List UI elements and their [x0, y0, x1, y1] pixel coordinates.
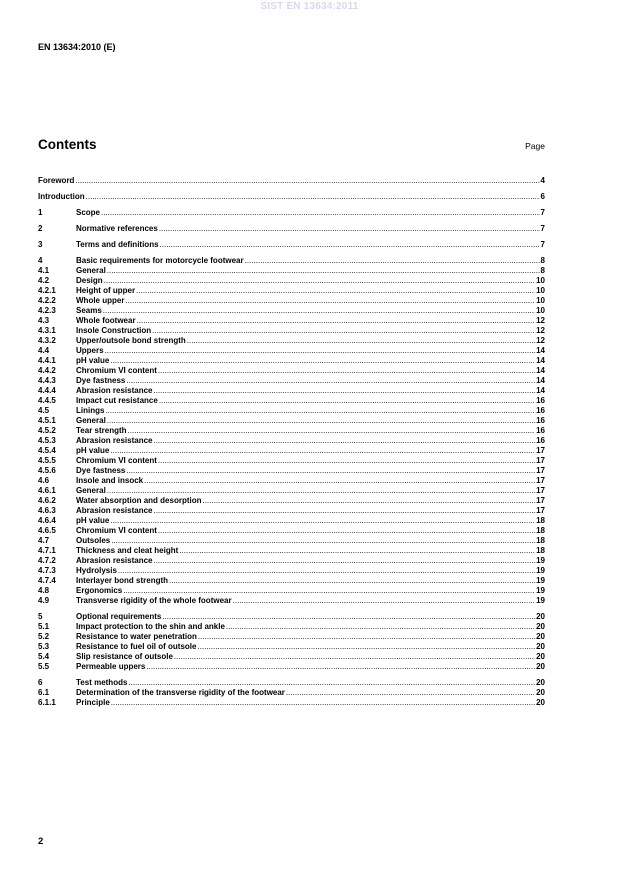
toc-entry-title: pH value [76, 446, 110, 455]
toc-entry[interactable] [38, 406, 545, 416]
toc-entry-page: 17 [536, 506, 545, 515]
toc-leader-dots [153, 506, 535, 516]
toc-entry-page: 4 [540, 176, 545, 185]
toc-entry-page: 12 [536, 316, 545, 325]
toc-entry-number: 2 [38, 224, 43, 233]
toc-entry-page: 8 [540, 266, 545, 275]
toc-leader-dots [153, 556, 535, 566]
toc-leader-dots [159, 396, 535, 406]
toc-entry-page: 19 [536, 576, 545, 585]
toc-entry-page: 10 [536, 276, 545, 285]
toc-entry[interactable] [38, 346, 545, 356]
toc-entry-page: 12 [536, 336, 545, 345]
toc-entry-title: Abrasion resistance [76, 386, 153, 395]
toc-entry-title: Determination of the transverse rigidity of the footwear [76, 688, 285, 697]
toc-leader-dots [86, 192, 540, 202]
toc-entry-page: 20 [536, 612, 545, 621]
toc-entry-page: 20 [536, 632, 545, 641]
toc-entry-number: 4.9 [38, 596, 50, 605]
toc-leader-dots [111, 536, 535, 546]
table-of-contents [38, 176, 545, 708]
toc-entry[interactable] [38, 356, 545, 366]
toc-leader-dots [110, 446, 535, 456]
toc-entry-title: Chromium VI content [76, 526, 157, 535]
toc-entry-title: Abrasion resistance [76, 556, 153, 565]
toc-leader-dots [123, 586, 535, 596]
toc-entry-title: Terms and definitions [76, 240, 159, 249]
toc-entry-number: 3 [38, 240, 43, 249]
toc-entry-number: 4.4.3 [38, 376, 56, 385]
toc-entry[interactable] [38, 336, 545, 346]
toc-entry-page: 7 [540, 240, 545, 249]
toc-entry[interactable] [38, 516, 545, 526]
toc-entry-title: Abrasion resistance [76, 436, 153, 445]
toc-entry[interactable] [38, 652, 545, 662]
toc-entry-number: 4.6.1 [38, 486, 56, 495]
toc-leader-dots [110, 356, 535, 366]
toc-leader-dots [286, 688, 535, 698]
toc-entry-number: 4.4.4 [38, 386, 56, 395]
toc-entry-page: 20 [536, 642, 545, 651]
toc-entry-number: 4.5.1 [38, 416, 56, 425]
toc-entry-number: 5 [38, 612, 43, 621]
toc-entry-title: Impact protection to the shin and ankle [76, 622, 225, 631]
toc-entry-number: 4.5 [38, 406, 50, 415]
toc-entry[interactable] [38, 566, 545, 576]
toc-entry-title: Water absorption and desorption [76, 496, 202, 505]
toc-entry[interactable] [38, 176, 545, 186]
toc-entry[interactable] [38, 678, 545, 688]
toc-entry-title: Normative references [76, 224, 158, 233]
toc-leader-dots [126, 466, 535, 476]
toc-entry-page: 12 [536, 326, 545, 335]
toc-entry[interactable] [38, 326, 545, 336]
toc-leader-dots [105, 406, 535, 416]
toc-entry-page: 17 [536, 456, 545, 465]
toc-leader-dots [75, 176, 539, 186]
toc-entry-title: Whole footwear [76, 316, 136, 325]
toc-entry[interactable] [38, 596, 545, 606]
toc-entry-number: 4.3.2 [38, 336, 56, 345]
toc-leader-dots [101, 208, 540, 218]
toc-entry-number: 6.1 [38, 688, 50, 697]
toc-entry-title: Uppers [76, 346, 104, 355]
toc-entry-number: 4.3 [38, 316, 50, 325]
toc-entry-number: 4.2.3 [38, 306, 56, 315]
toc-entry-title: Design [76, 276, 103, 285]
toc-entry-number: 4.2 [38, 276, 50, 285]
toc-entry[interactable] [38, 632, 545, 642]
toc-entry[interactable] [38, 506, 545, 516]
toc-entry-page: 20 [536, 698, 545, 707]
toc-entry-page: 20 [536, 688, 545, 697]
contents-title: Contents [38, 137, 97, 152]
toc-entry-title: Ergonomics [76, 586, 123, 595]
toc-entry-title: Optional requirements [76, 612, 162, 621]
toc-entry[interactable] [38, 306, 545, 316]
toc-entry-number: 4.6 [38, 476, 50, 485]
toc-entry-number: 4.7 [38, 536, 50, 545]
toc-entry-title: General [76, 416, 106, 425]
toc-entry-page: 16 [536, 406, 545, 415]
toc-entry-title: Basic requirements for motorcycle footwear [76, 256, 244, 265]
toc-entry-title: Abrasion resistance [76, 506, 153, 515]
toc-entry-title: pH value [76, 356, 110, 365]
toc-entry[interactable] [38, 366, 545, 376]
toc-entry-title: Permeable uppers [76, 662, 146, 671]
toc-entry[interactable] [38, 240, 545, 250]
toc-leader-dots [169, 576, 535, 586]
toc-entry-number: 5.5 [38, 662, 50, 671]
page-number: 2 [38, 836, 44, 847]
toc-leader-dots [187, 336, 535, 346]
toc-entry-number: 4.2.1 [38, 286, 56, 295]
toc-entry[interactable] [38, 612, 545, 622]
toc-entry[interactable] [38, 496, 545, 506]
toc-entry[interactable] [38, 316, 545, 326]
toc-entry[interactable] [38, 256, 545, 266]
toc-entry[interactable] [38, 266, 545, 276]
toc-leader-dots [202, 496, 535, 506]
toc-entry-number: 4.2.2 [38, 296, 56, 305]
toc-entry-page: 18 [536, 526, 545, 535]
toc-entry-number: 6.1.1 [38, 698, 56, 707]
toc-entry-page: 18 [536, 516, 545, 525]
toc-leader-dots [111, 698, 535, 708]
toc-entry-title: Chromium VI content [76, 366, 157, 375]
toc-entry[interactable] [38, 688, 545, 698]
toc-leader-dots [233, 596, 536, 606]
toc-entry[interactable] [38, 526, 545, 536]
toc-leader-dots [126, 376, 535, 386]
toc-entry-page: 10 [536, 286, 545, 295]
toc-entry[interactable] [38, 546, 545, 556]
toc-entry-number: 5.1 [38, 622, 50, 631]
toc-entry[interactable] [38, 286, 545, 296]
toc-leader-dots [226, 622, 535, 632]
toc-entry[interactable] [38, 486, 545, 496]
toc-entry[interactable] [38, 276, 545, 286]
toc-entry-page: 20 [536, 678, 545, 687]
toc-leader-dots [160, 240, 540, 250]
toc-entry-page: 19 [536, 596, 545, 605]
toc-entry-title: Tear strength [76, 426, 127, 435]
toc-entry[interactable] [38, 446, 545, 456]
toc-entry-title: Outsoles [76, 536, 111, 545]
toc-entry-title: General [76, 266, 106, 275]
toc-entry-page: 17 [536, 496, 545, 505]
toc-entry[interactable] [38, 476, 545, 486]
toc-entry-title: Height of upper [76, 286, 136, 295]
toc-entry-page: 7 [540, 208, 545, 217]
toc-entry[interactable] [38, 642, 545, 652]
toc-entry-title: Dye fastness [76, 376, 126, 385]
watermark: SIST EN 13634:2011 [260, 1, 359, 12]
toc-leader-dots [128, 426, 536, 436]
toc-leader-dots [153, 436, 535, 446]
toc-entry-title: pH value [76, 516, 110, 525]
toc-entry-title: Upper/outsole bond strength [76, 336, 186, 345]
toc-entry-number: 4.6.2 [38, 496, 56, 505]
toc-entry[interactable] [38, 622, 545, 632]
toc-entry-page: 7 [540, 224, 545, 233]
toc-entry-number: 4.7.2 [38, 556, 56, 565]
toc-entry-title: General [76, 486, 106, 495]
toc-entry-page: 14 [536, 356, 545, 365]
toc-entry[interactable] [38, 426, 545, 436]
toc-entry[interactable] [38, 396, 545, 406]
toc-entry-title: Chromium VI content [76, 456, 157, 465]
toc-entry-page: 10 [536, 296, 545, 305]
toc-entry-page: 19 [536, 566, 545, 575]
toc-leader-dots [118, 566, 535, 576]
toc-entry-title: Principle [76, 698, 110, 707]
toc-leader-dots [198, 632, 535, 642]
toc-leader-dots [110, 516, 535, 526]
toc-leader-dots [105, 346, 536, 356]
toc-entry[interactable] [38, 662, 545, 672]
toc-entry[interactable] [38, 436, 545, 446]
toc-entry-title: Dye fastness [76, 466, 126, 475]
toc-entry-page: 17 [536, 446, 545, 455]
toc-entry-number: 4.4.2 [38, 366, 56, 375]
toc-entry[interactable] [38, 386, 545, 396]
toc-entry-title: Test methods [76, 678, 128, 687]
toc-entry[interactable] [38, 296, 545, 306]
toc-entry[interactable] [38, 224, 545, 234]
toc-entry-title: Linings [76, 406, 105, 415]
toc-leader-dots [128, 678, 535, 688]
toc-entry-number: 4.8 [38, 586, 50, 595]
toc-entry-number: 4.6.5 [38, 526, 56, 535]
toc-entry-number: 4.7.3 [38, 566, 56, 575]
toc-leader-dots [146, 662, 535, 672]
toc-entry-title: Introduction [38, 192, 85, 201]
toc-entry[interactable] [38, 466, 545, 476]
toc-entry-number: 4.6.4 [38, 516, 56, 525]
toc-leader-dots [174, 652, 535, 662]
toc-leader-dots [107, 266, 540, 276]
toc-entry[interactable] [38, 456, 545, 466]
toc-entry-page: 14 [536, 346, 545, 355]
toc-entry-title: Impact cut resistance [76, 396, 158, 405]
toc-entry[interactable] [38, 536, 545, 546]
toc-entry-number: 4.5.5 [38, 456, 56, 465]
toc-entry-number: 4 [38, 256, 43, 265]
toc-entry[interactable] [38, 192, 545, 202]
toc-entry-page: 14 [536, 376, 545, 385]
toc-entry-number: 4.7.4 [38, 576, 56, 585]
toc-entry-page: 10 [536, 306, 545, 315]
toc-entry-title: Interlayer bond strength [76, 576, 169, 585]
toc-entry-page: 20 [536, 652, 545, 661]
toc-leader-dots [125, 296, 535, 306]
toc-entry-number: 4.4.5 [38, 396, 56, 405]
toc-entry[interactable] [38, 698, 545, 708]
toc-entry-title: Scope [76, 208, 101, 217]
toc-leader-dots [107, 486, 535, 496]
toc-entry-title: Insole Construction [76, 326, 152, 335]
toc-entry-page: 20 [536, 662, 545, 671]
toc-leader-dots [245, 256, 540, 266]
toc-leader-dots [153, 386, 535, 396]
toc-leader-dots [136, 286, 535, 296]
toc-entry-number: 4.5.6 [38, 466, 56, 475]
toc-entry-page: 16 [536, 426, 545, 435]
toc-entry-number: 4.4.1 [38, 356, 56, 365]
toc-leader-dots [107, 416, 535, 426]
toc-entry-page: 18 [536, 536, 545, 545]
toc-entry-number: 5.4 [38, 652, 50, 661]
toc-entry-title: Foreword [38, 176, 75, 185]
toc-entry-number: 4.4 [38, 346, 50, 355]
toc-entry-title: Transverse rigidity of the whole footwear [76, 596, 232, 605]
toc-entry-number: 4.3.1 [38, 326, 56, 335]
toc-entry-title: Resistance to water penetration [76, 632, 197, 641]
toc-entry[interactable] [38, 208, 545, 218]
toc-entry-number: 6 [38, 678, 43, 687]
toc-entry[interactable] [38, 576, 545, 586]
toc-entry-page: 17 [536, 486, 545, 495]
toc-entry[interactable] [38, 586, 545, 596]
toc-entry-page: 17 [536, 466, 545, 475]
toc-entry[interactable] [38, 376, 545, 386]
toc-entry-page: 19 [536, 556, 545, 565]
toc-leader-dots [158, 526, 535, 536]
toc-leader-dots [179, 546, 535, 556]
toc-leader-dots [158, 456, 535, 466]
toc-entry-title: Seams [76, 306, 102, 315]
toc-entry-number: 5.3 [38, 642, 50, 651]
toc-entry-page: 20 [536, 622, 545, 631]
toc-entry[interactable] [38, 556, 545, 566]
toc-entry-page: 14 [536, 366, 545, 375]
toc-leader-dots [158, 366, 535, 376]
toc-entry-title: Insole and insock [76, 476, 144, 485]
toc-leader-dots [144, 476, 535, 486]
toc-entry-title: Thickness and cleat height [76, 546, 179, 555]
toc-leader-dots [152, 326, 535, 336]
toc-entry-number: 4.1 [38, 266, 50, 275]
toc-entry-title: Hydrolysis [76, 566, 117, 575]
toc-leader-dots [197, 642, 535, 652]
toc-entry-page: 18 [536, 546, 545, 555]
toc-entry-number: 4.5.4 [38, 446, 56, 455]
toc-entry[interactable] [38, 416, 545, 426]
toc-leader-dots [162, 612, 535, 622]
toc-entry-page: 16 [536, 396, 545, 405]
toc-entry-page: 17 [536, 476, 545, 485]
toc-entry-title: Slip resistance of outsole [76, 652, 173, 661]
toc-entry-number: 4.5.2 [38, 426, 56, 435]
toc-entry-page: 8 [540, 256, 545, 265]
document-id: EN 13634:2010 (E) [38, 42, 116, 52]
toc-leader-dots [104, 276, 535, 286]
toc-entry-number: 4.5.3 [38, 436, 56, 445]
toc-leader-dots [159, 224, 540, 234]
toc-leader-dots [103, 306, 535, 316]
toc-entry-title: Whole upper [76, 296, 125, 305]
toc-entry-page: 16 [536, 436, 545, 445]
toc-entry-number: 5.2 [38, 632, 50, 641]
toc-entry-title: Resistance to fuel oil of outsole [76, 642, 197, 651]
toc-entry-number: 4.6.3 [38, 506, 56, 515]
toc-entry-number: 4.7.1 [38, 546, 56, 555]
page-column-label: Page [525, 141, 545, 151]
toc-entry-number: 1 [38, 208, 43, 217]
toc-entry-page: 19 [536, 586, 545, 595]
toc-entry-page: 6 [540, 192, 545, 201]
toc-leader-dots [137, 316, 536, 326]
toc-entry-page: 16 [536, 416, 545, 425]
toc-entry-page: 14 [536, 386, 545, 395]
